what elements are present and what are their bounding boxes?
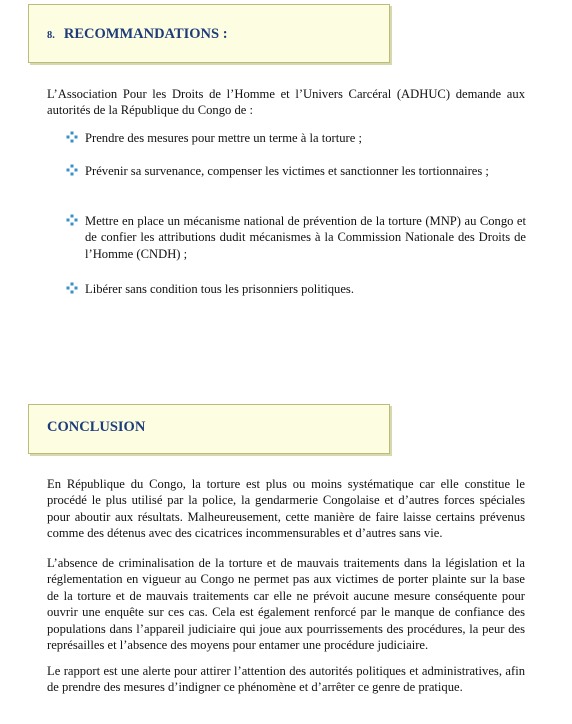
diamond-bullet-icon: [66, 214, 78, 226]
section-number: 8.: [47, 30, 55, 41]
recommandation-item: [66, 281, 526, 297]
conclusion-paragraph: Le rapport est une alerte pour attirer l’attention des autorités politiques et administratives, afin de prendre des mesures d’indigner ce phénomène et d’arrêter ce genre de pratique.: [47, 664, 525, 695]
recommandation-text: Libérer sans condition tous les prisonniers politiques.: [85, 282, 354, 296]
conclusion-heading: CONCLUSION: [47, 419, 146, 435]
diamond-bullet-icon: [66, 131, 78, 143]
conclusion-paragraph: L’absence de criminalisation de la torture et de mauvais traitements dans la législation et la réglementation en vigueur au Congo ne permet pas aux victimes de porter plainte sur la base de la torture et de mauvais traitements car elle ne prévoit aucune mesure conséquente pour ouvrir une enquête sur ces cas. Cela est également renforcé par le manque de confiance des populations dans l’appareil judiciaire qui joue aux pourrissements des procédures, la peur des représailles et l’absence des moyens pour entamer une procédure judiciaire.: [47, 556, 525, 653]
recommandation-text: Mettre en place un mécanisme national de prévention de la torture (MNP) au Congo et de confier les attributions dudit mécanismes à la Commission Nationale des Droits de l’Homme (CNDH) ;: [85, 214, 526, 261]
recommandation-item: [66, 163, 526, 179]
recommandation-text: Prévenir sa survenance, compenser les victimes et sanctionner les tortionnaires ;: [85, 164, 489, 178]
recommandation-text: Prendre des mesures pour mettre un terme à la torture ;: [85, 131, 362, 145]
recommandation-item: [66, 130, 526, 146]
recommandations-intro: L’Association Pour les Droits de l’Homme et l’Univers Carcéral (ADHUC) demande aux autorités de la République du Congo de :: [47, 87, 525, 118]
recommandations-heading: [47, 26, 228, 43]
recommandations-header-box: [28, 4, 390, 63]
recommandation-item: [66, 213, 526, 262]
diamond-bullet-icon: [66, 282, 78, 294]
conclusion-paragraph: En République du Congo, la torture est plus ou moins systématique car elle constitue le procédé le plus utilisé par la police, la gendarmerie Congolaise et d’autres forces spéciales pour aboutir aux résultats. Malheureusement, cette manière de faire laisse certains prévenus comme des détenus avec des cicatrices incommensurables et d’autres sans vie.: [47, 477, 525, 541]
conclusion-header-box: [28, 404, 390, 454]
diamond-bullet-icon: [66, 164, 78, 176]
section-title: RECOMMANDATIONS :: [63, 26, 228, 42]
